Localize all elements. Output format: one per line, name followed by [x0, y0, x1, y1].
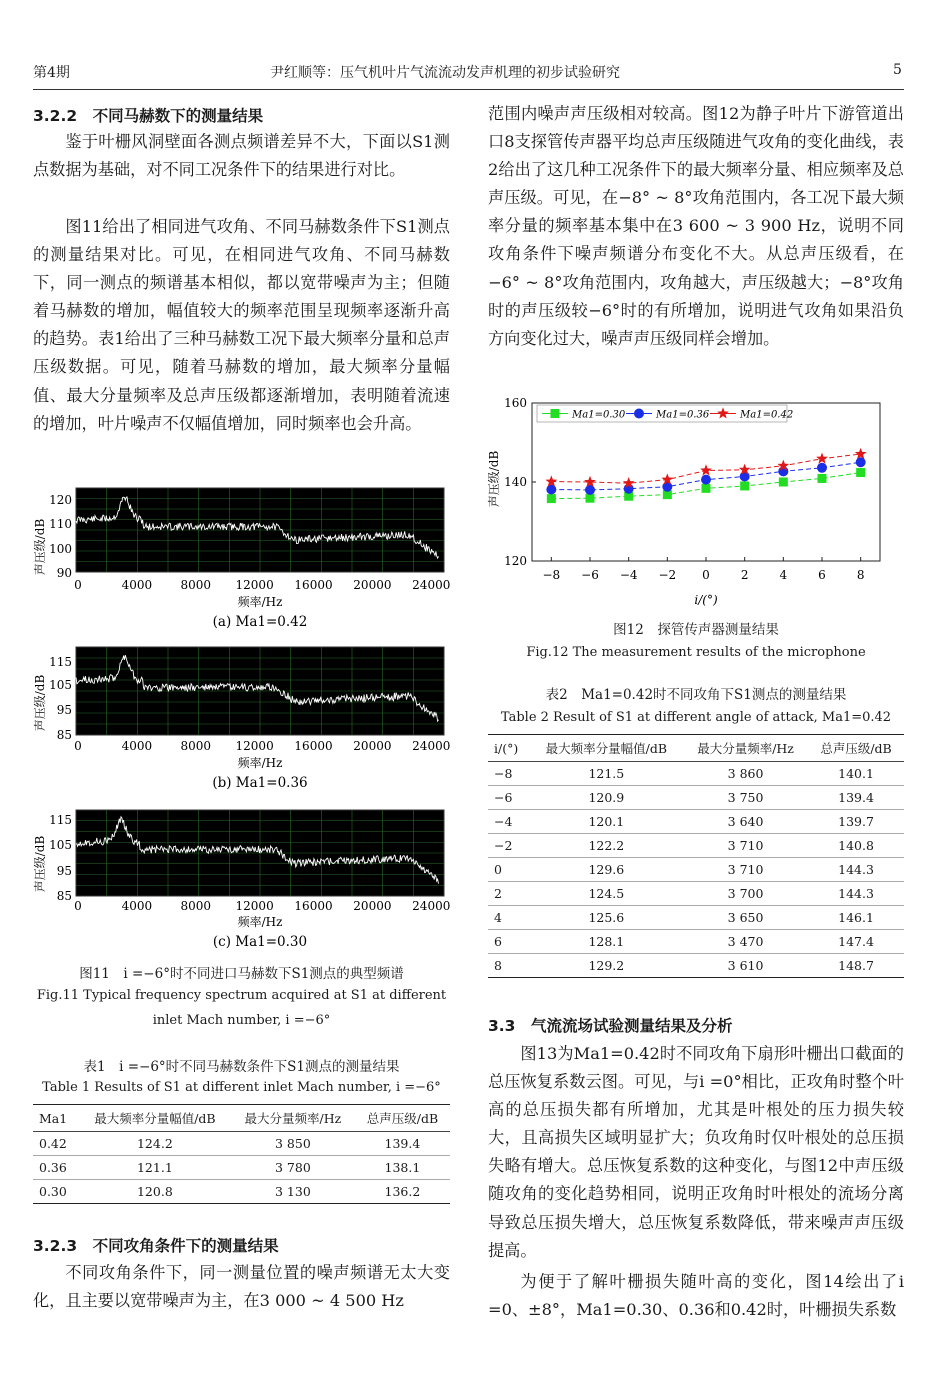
- table-1-header: 最大频率分量幅值/dB: [79, 1105, 231, 1132]
- table-2-cell: 3 700: [683, 882, 808, 906]
- table-2-caption-en: Table 2 Result of S1 at different angle of attack, Ma1=0.42: [500, 710, 892, 725]
- table-1-cell: 3 780: [231, 1156, 355, 1180]
- table-1-body: [33, 1132, 450, 1204]
- table-1-row: [33, 1132, 450, 1156]
- figure-11-caption-en-1: Fig.11 Typical frequency spectrum acquired at S1 at different: [36, 988, 447, 1003]
- table-2-cell: 3 640: [683, 810, 808, 834]
- figure-12-legend: [537, 405, 793, 422]
- spectrum-c-ytick: 85: [56, 889, 72, 903]
- subfigure-b-label: (b) Ma1=0.36: [212, 775, 308, 791]
- table-2-cell: 6: [488, 930, 530, 954]
- figure-12-xtick-label: −8: [542, 568, 561, 582]
- subfigure-a-label: (a) Ma1=0.42: [212, 614, 308, 630]
- subfigure-c-label: (c) Ma1=0.30: [212, 934, 308, 950]
- table-2-row: [488, 810, 904, 834]
- table-2-row: [488, 930, 904, 954]
- spectrum-c-xtick: 16000: [294, 899, 333, 913]
- figure-12-chart: [482, 393, 902, 613]
- spectrum-b-xlabel: 频率/Hz: [237, 756, 283, 770]
- table-2-header-row: [488, 735, 904, 762]
- table-1-cell: 0.30: [33, 1180, 79, 1204]
- spectrum-b-xtick: 12000: [235, 739, 274, 753]
- spectrum-a-xtick: 16000: [294, 578, 333, 592]
- figure-12-caption-cn: 图12 探管传声器测量结果: [613, 622, 779, 638]
- table-2-cell: 147.4: [808, 930, 904, 954]
- figure-12-xtick-label: −2: [658, 568, 677, 582]
- spectrum-b-ytick: 95: [56, 703, 72, 717]
- spectrum-b-ytick: 105: [49, 678, 72, 692]
- table-2-row: [488, 882, 904, 906]
- figure-12-data-point: [586, 494, 595, 503]
- figure-12-legend-label: Ma1=0.42: [740, 409, 794, 421]
- table-1-row: [33, 1156, 450, 1180]
- table-2-cell: 128.1: [530, 930, 683, 954]
- table-1-cell: 124.2: [79, 1132, 231, 1156]
- page-number: 5: [893, 62, 902, 78]
- figure-12-xtick-label: 8: [856, 568, 865, 582]
- figure-12-xtick-label: 6: [818, 568, 826, 582]
- table-1-caption-cn: 表1 i =−6°时不同马赫数条件下S1测点的测量结果: [83, 1059, 400, 1075]
- figure-12-data-point: [662, 482, 672, 492]
- paragraph-3: 不同攻角条件下，同一测量位置的噪声频谱无太大变化，且主要以宽带噪声为主，在3 000 ~ 4 500 Hz: [33, 1263, 450, 1311]
- table-2-cell: 144.3: [808, 882, 904, 906]
- section-3-3-title: 3.3 气流流场试验测量结果及分析: [488, 1017, 733, 1035]
- paragraph-1: 鉴于叶栅风洞壁面各测点频谱差异不大，下面以S1测点数据为基础，对不同工况条件下的结果进行对比。: [33, 132, 450, 180]
- table-2-cell: 124.5: [530, 882, 683, 906]
- section-3-2-2-title: 3.2.2 不同马赫数下的测量结果: [33, 107, 264, 125]
- table-1-header-row: [33, 1105, 450, 1132]
- spectrum-b-xtick: 20000: [353, 739, 392, 753]
- figure-12-data-point: [740, 481, 749, 490]
- figure-12-xlabel: i/(°): [694, 593, 718, 607]
- spectrum-c-xtick: 24000: [412, 899, 450, 913]
- table-2-cell: 129.6: [530, 858, 683, 882]
- table-2-header: 总声压级/dB: [808, 735, 904, 762]
- table-2-row: [488, 858, 904, 882]
- spectrum-chart-b: [30, 643, 450, 795]
- spectrum-b-xtick: 4000: [121, 739, 153, 753]
- table-2-row: [488, 954, 904, 978]
- spectrum-a-ytick: 90: [56, 566, 72, 580]
- table-1-header: 总声压级/dB: [355, 1105, 450, 1132]
- issue-number: 第4期: [33, 65, 70, 81]
- spectrum-a-ytick: 100: [49, 542, 72, 556]
- spectrum-a-xtick: 4000: [121, 578, 153, 592]
- table-2-body: [488, 762, 904, 978]
- figure-12-ytick-label: 120: [504, 554, 527, 568]
- spectrum-chart-a: [30, 482, 450, 632]
- table-2-cell: 129.2: [530, 954, 683, 978]
- figure-12-caption-en: Fig.12 The measurement results of the microphone: [526, 645, 866, 660]
- spectrum-c-xtick: 0: [74, 899, 82, 913]
- figure-12-xtick-label: 4: [779, 568, 788, 582]
- figure-12-xtick-label: 2: [740, 568, 749, 582]
- spectrum-c-xlabel: 频率/Hz: [237, 915, 283, 929]
- table-2-cell: 121.5: [530, 762, 683, 786]
- spectrum-a-xlabel: 频率/Hz: [237, 595, 283, 609]
- table-2-cell: 140.1: [808, 762, 904, 786]
- table-1-cell: 121.1: [79, 1156, 231, 1180]
- table-1: [33, 1104, 450, 1204]
- table-2-row: [488, 786, 904, 810]
- table-1-cell: 138.1: [355, 1156, 450, 1180]
- table-2-row: [488, 834, 904, 858]
- header-rule: [33, 89, 904, 90]
- table-2-caption-cn: 表2 Ma1=0.42时不同攻角下S1测点的测量结果: [545, 687, 847, 703]
- table-2-cell: 3 710: [683, 834, 808, 858]
- table-2-cell: −8: [488, 762, 530, 786]
- spectrum-chart-c: [30, 806, 450, 956]
- table-2-cell: 139.4: [808, 786, 904, 810]
- spectrum-c-ytick: 105: [49, 838, 72, 852]
- table-2-header: 最大频率分量幅值/dB: [530, 735, 683, 762]
- table-1-cell: 0.36: [33, 1156, 79, 1180]
- figure-12-legend-marker: [634, 409, 644, 419]
- spectrum-a-xtick: 20000: [353, 578, 392, 592]
- section-3-2-3-title: 3.2.3 不同攻角条件下的测量结果: [33, 1237, 279, 1255]
- table-1-row: [33, 1180, 450, 1204]
- table-2-cell: 148.7: [808, 954, 904, 978]
- figure-12-legend-label: Ma1=0.30: [572, 409, 626, 421]
- table-2-cell: −2: [488, 834, 530, 858]
- spectrum-c-ytick: 115: [49, 813, 72, 827]
- table-1-cell: 120.8: [79, 1180, 231, 1204]
- table-2-cell: 125.6: [530, 906, 683, 930]
- figure-12-data-point: [816, 453, 828, 464]
- table-2-cell: 140.8: [808, 834, 904, 858]
- table-2: [488, 734, 904, 978]
- table-2-header: 最大分量频率/Hz: [683, 735, 808, 762]
- spectrum-a-ytick: 110: [49, 517, 72, 531]
- table-1-cell: 0.42: [33, 1132, 79, 1156]
- table-2-cell: 3 750: [683, 786, 808, 810]
- spectrum-a-xtick: 8000: [180, 578, 212, 592]
- figure-12-data-point: [856, 468, 865, 477]
- table-2-row: [488, 762, 904, 786]
- table-2-cell: 122.2: [530, 834, 683, 858]
- table-2-cell: 144.3: [808, 858, 904, 882]
- figure-12-data-point: [701, 475, 711, 485]
- table-2-cell: 8: [488, 954, 530, 978]
- table-2-cell: 139.7: [808, 810, 904, 834]
- figure-12-data-point: [818, 474, 827, 483]
- table-1-cell: 3 850: [231, 1132, 355, 1156]
- figure-12-ytick-label: 140: [504, 475, 527, 489]
- table-1-caption-en: Table 1 Results of S1 at different inlet Mach number, i =−6°: [42, 1080, 441, 1095]
- spectrum-b-xtick: 24000: [412, 739, 450, 753]
- spectrum-c-ylabel: 声压级/dB: [33, 835, 47, 893]
- spectrum-b-xtick: 8000: [180, 739, 212, 753]
- figure-11-caption-cn: 图11 i =−6°时不同进口马赫数下S1测点的典型频谱: [79, 966, 404, 982]
- table-2-header: i/(°): [488, 735, 530, 762]
- table-2-cell: 3 860: [683, 762, 808, 786]
- table-2-cell: 0: [488, 858, 530, 882]
- paragraph-6: 为便于了解叶栅损失随叶高的变化，图14绘出了i =0、±8°，Ma1=0.30、0.36和0.42时，叶栅损失系数: [488, 1272, 904, 1320]
- figure-11-caption-en-2: inlet Mach number, i =−6°: [152, 1013, 331, 1028]
- paragraph-5: 图13为Ma1=0.42时不同攻角下扇形叶栅出口截面的总压恢复系数云图。可见，与i =0°相比，正攻角时整个叶高的总压损失都有所增加，尤其是叶根处的压力损失较大，且高损失区域明显扩大；负攻角时仅叶根处的总压损失略有增大。总压恢复系数的这种变化，与图12中声压级随攻角的变化趋势相同，说明正攻角时叶根处的流场分离导致总压损失增大，总压恢复系数降低，带来噪声声压级提高。: [488, 1044, 904, 1260]
- table-2-cell: −4: [488, 810, 530, 834]
- table-2-cell: 3 650: [683, 906, 808, 930]
- paragraph-4: 范围内噪声声压级相对较高。图12为静子叶片下游管道出口8支探管传声器平均总声压级随进气攻角的变化曲线，表2给出了这几种工况条件下的最大频率分量、相应频率及总声压级。可见，在−8° ~ 8°攻角范围内，各工况下最大频率分量的频率基本集中在3 600 ~ 3 900 Hz，说明不同攻角条件下噪声频谱分布变化不大。从总声压级看，在−6° ~ 8°攻角范围内，攻角越大，声压级越大；−8°攻角时的声压级较−6°时的有所增加，说明进气攻角如果沿负方向变化过大，噪声声压级同样会增加。: [488, 104, 904, 348]
- spectrum-c-xtick: 4000: [121, 899, 153, 913]
- figure-12-data-point: [700, 464, 712, 475]
- figure-12-data-point: [702, 484, 711, 493]
- table-2-cell: −6: [488, 786, 530, 810]
- table-2-cell: 2: [488, 882, 530, 906]
- spectrum-c-xtick: 20000: [353, 899, 392, 913]
- spectrum-b-xtick: 0: [74, 739, 82, 753]
- spectrum-b-xtick: 16000: [294, 739, 333, 753]
- figure-12-legend-label: Ma1=0.36: [656, 409, 710, 421]
- table-2-cell: 3 470: [683, 930, 808, 954]
- running-title: 尹红顺等：压气机叶片气流流动发声机理的初步试验研究: [270, 65, 620, 81]
- table-2-cell: 4: [488, 906, 530, 930]
- spectrum-c-ytick: 95: [56, 864, 72, 878]
- spectrum-a-ylabel: 声压级/dB: [33, 518, 47, 576]
- spectrum-a-xtick: 12000: [235, 578, 274, 592]
- paragraph-2: 图11给出了相同进气攻角、不同马赫数条件下S1测点的测量结果对比。可见，在相同进气攻角、不同马赫数下，同一测点的频谱基本相似，都以宽带噪声为主；但随着马赫数的增加，幅值较大的频率范围呈现频率逐渐升高的趋势。表1给出了三种马赫数工况下最大频率分量和总声压级数据。可见，随着马赫数的增加，最大频率分量幅值、最大分量频率及总声压级都逐渐增加，表明随着流速的增加，叶片噪声不仅幅值增加，同时频率也会升高。: [33, 217, 450, 433]
- table-2-cell: 120.1: [530, 810, 683, 834]
- table-1-header: 最大分量频率/Hz: [231, 1105, 355, 1132]
- figure-12-xtick-label: −4: [619, 568, 638, 582]
- table-1-cell: 3 130: [231, 1180, 355, 1204]
- figure-12-xtick-label: −6: [581, 568, 599, 582]
- spectrum-c-xtick: 8000: [180, 899, 212, 913]
- figure-12-legend-marker: [551, 409, 560, 418]
- spectrum-a-xtick: 0: [74, 578, 82, 592]
- figure-12-data-point: [546, 485, 556, 495]
- spectrum-b-ylabel: 声压级/dB: [33, 674, 47, 732]
- table-1-cell: 136.2: [355, 1180, 450, 1204]
- table-2-cell: 3 710: [683, 858, 808, 882]
- spectrum-c-xtick: 12000: [235, 899, 274, 913]
- figure-12-data-point: [817, 463, 827, 473]
- table-1-header: Ma1: [33, 1105, 79, 1132]
- spectrum-a-xtick: 24000: [412, 578, 450, 592]
- spectrum-a-ytick: 120: [49, 493, 72, 507]
- figure-12-data-point: [547, 494, 556, 503]
- table-2-cell: 3 610: [683, 954, 808, 978]
- figure-12-data-point: [779, 478, 788, 487]
- figure-12-xtick-label: 0: [702, 568, 710, 582]
- spectrum-b-ytick: 85: [56, 728, 72, 742]
- table-1-cell: 139.4: [355, 1132, 450, 1156]
- table-2-cell: 146.1: [808, 906, 904, 930]
- figure-12-data-point: [585, 485, 595, 495]
- table-2-row: [488, 906, 904, 930]
- figure-12-ytick-label: 160: [504, 396, 527, 410]
- figure-12-data-point: [740, 471, 750, 481]
- table-2-cell: 120.9: [530, 786, 683, 810]
- spectrum-b-ytick: 115: [49, 655, 72, 669]
- figure-12-ylabel: 声压级/dB: [487, 450, 501, 508]
